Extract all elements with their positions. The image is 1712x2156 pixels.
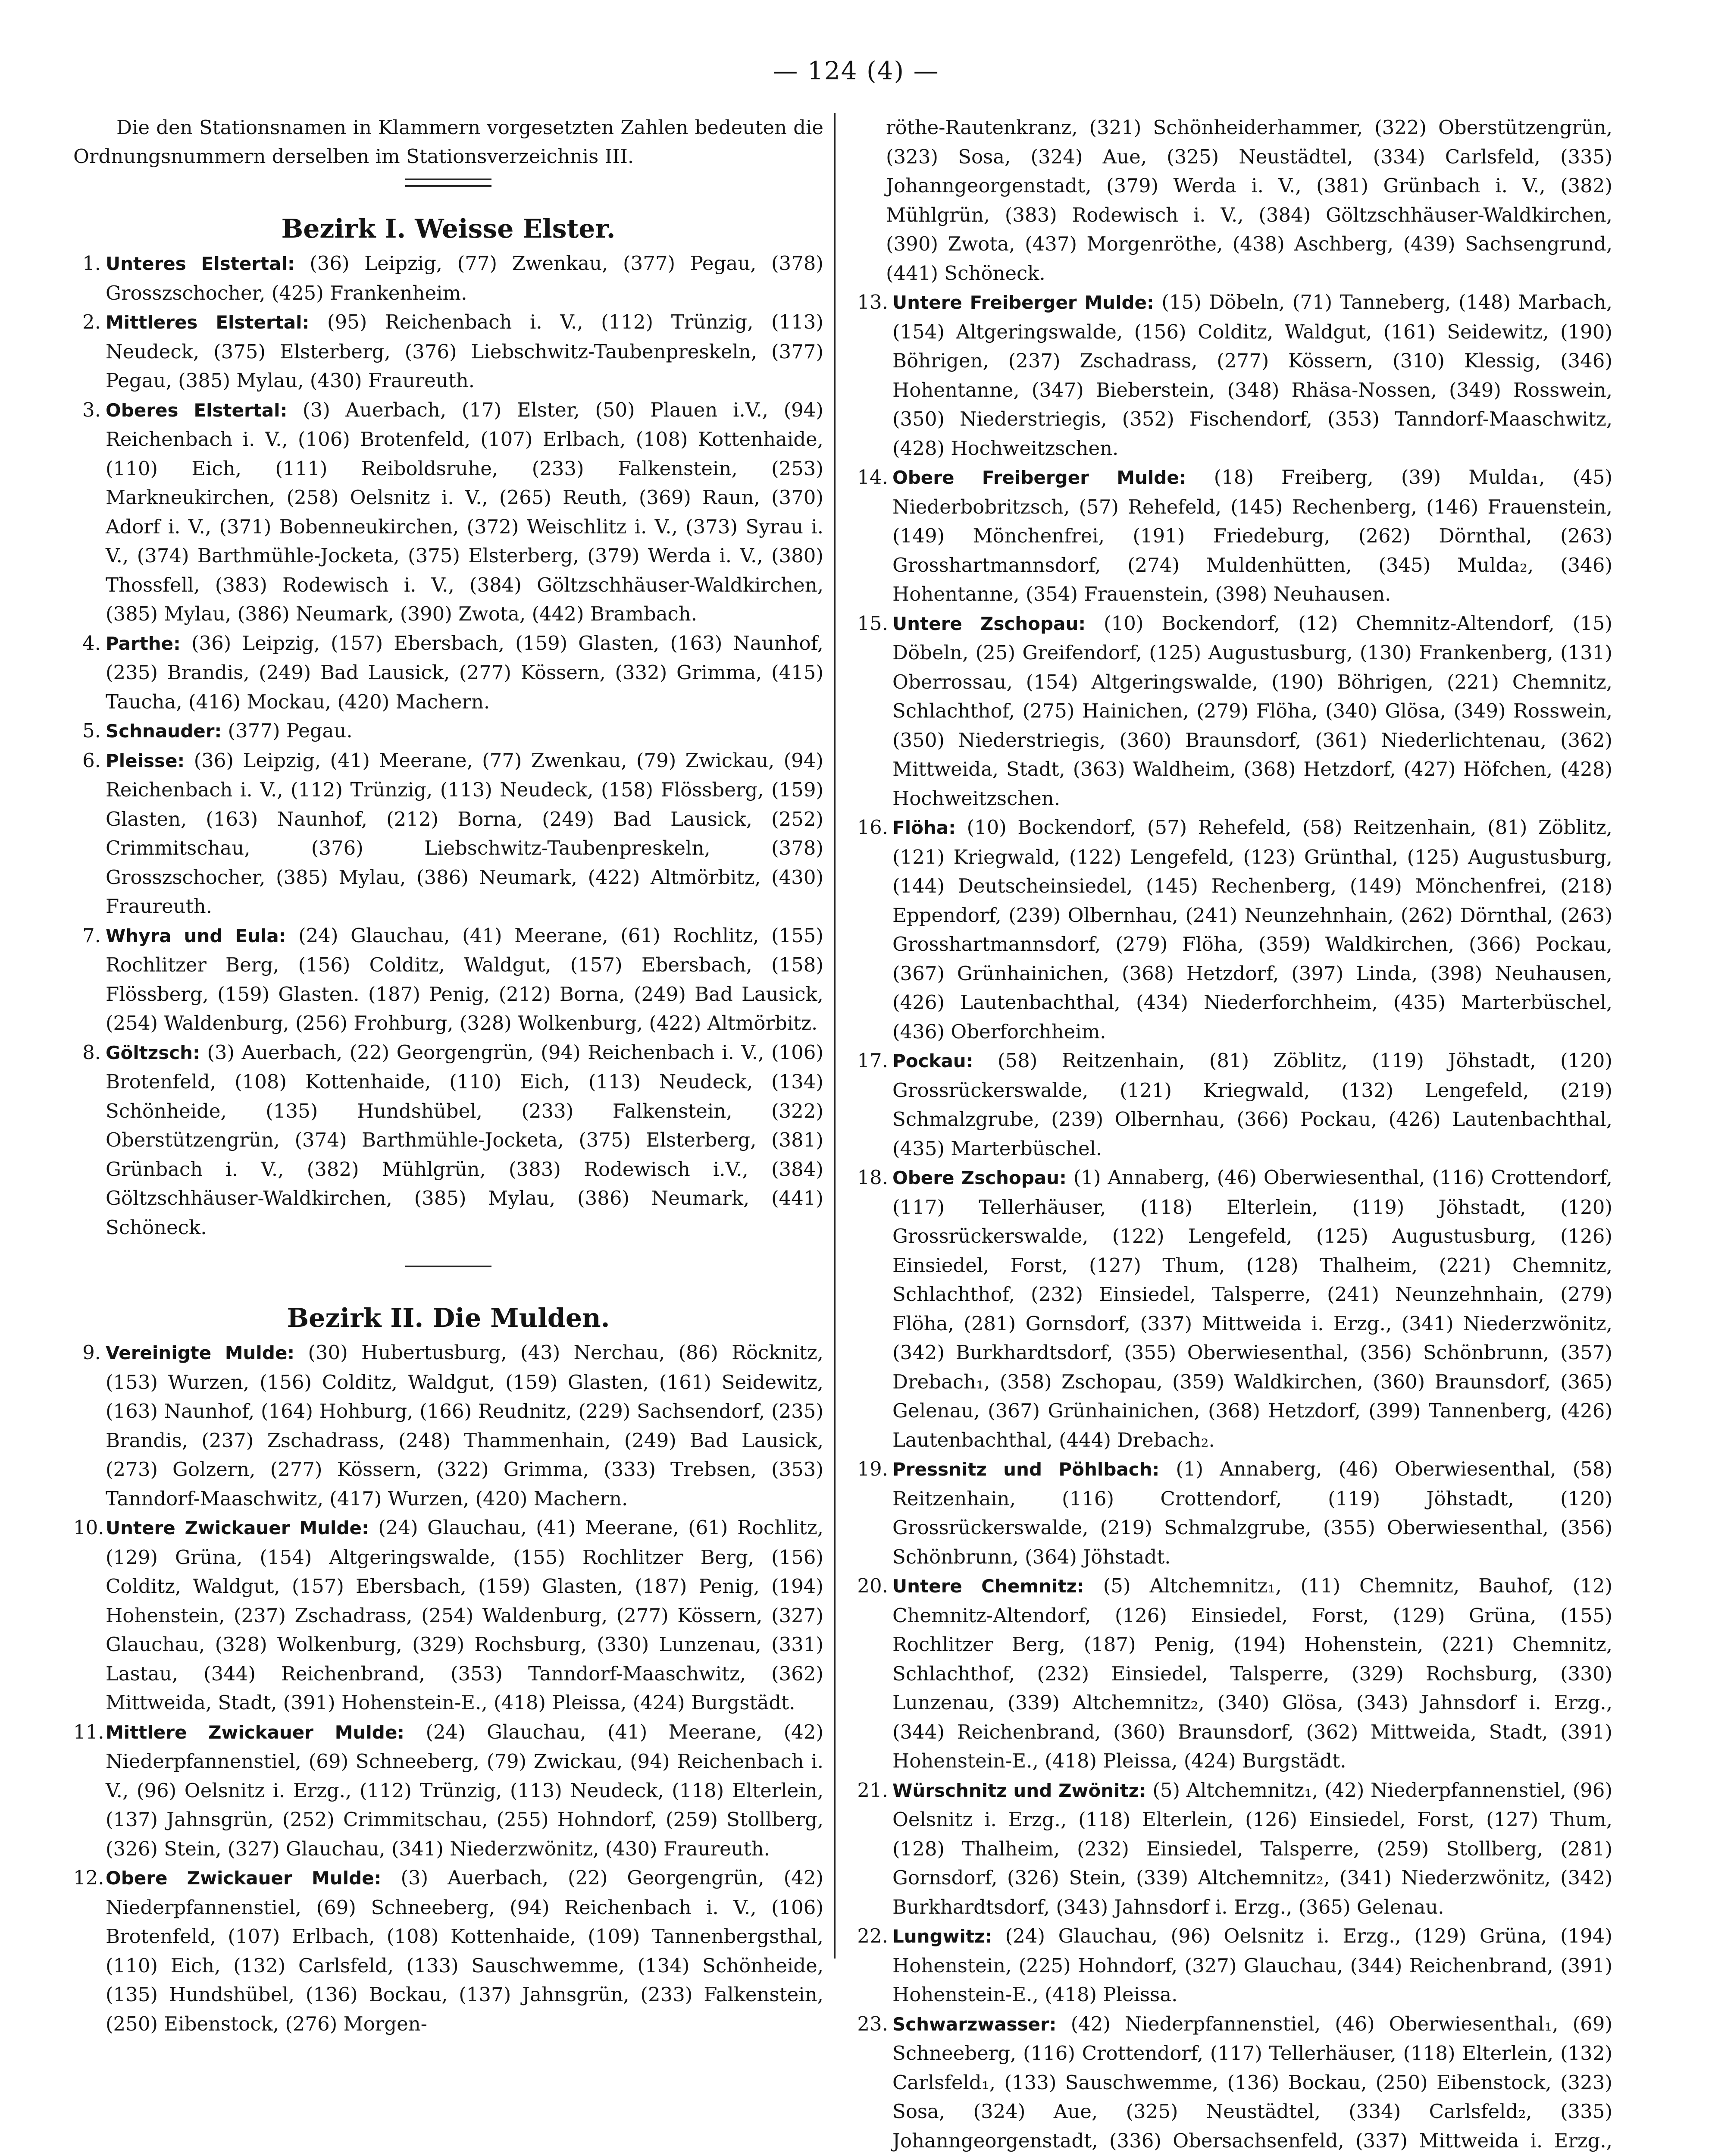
entry-number: 9. xyxy=(73,1338,101,1367)
entry-number: 19. xyxy=(854,1454,888,1484)
entry xyxy=(73,921,823,1038)
entry-name: Mittleres Elstertal: xyxy=(106,312,309,333)
entry-text: (5) Altchemnitz₁, (11) Chemnitz, Bauhof, (12) Chemnitz-Altendorf, (126) Einsiedel, Forst, (129) Grüna, (155) Rochlitzer Berg, (187) Penig, (194) Hohenstein, (221) Chemnitz, Schlachthof, (232) Einsiedel, Talsperre, (329) Rochsburg, (330) Lunzenau, (339) Altchemnitz₂, (340) Glösa, (343) Jahnsdorf i. Erzg., (344) Reichenbrand, (360) Braunsdorf, (362) Mittweida, Stadt, (391) Hohenstein-E., (418) Pleissa, (424) Burgstädt. xyxy=(892,1574,1612,1772)
entry-name: Vereinigte Mulde: xyxy=(106,1342,294,1363)
entry-number: 22. xyxy=(854,1921,888,1951)
entry-text: (3) Auerbach, (17) Elster, (50) Plauen i.V., (94) Reichenbach i. V., (106) Brotenfeld, (107) Erlbach, (108) Kottenhaide, (110) Eich, (111) Reiboldsruhe, (233) Falkenstein, (253) Markneukirchen, (258) Oelsnitz i. V., (265) Reuth, (369) Raun, (370) Adorf i. V., (371) Bobenneukirchen, (372) Weischlitz i. V., (373) Syrau i. V., (374) Barthmühle-Jocketa, (375) Elsterberg, (379) Werda i. V., (380) Thossfell, (383) Rodewisch i. V., (384) Göltzschhäuser-Waldkirchen, (385) Mylau, (386) Neumark, (390) Zwota, (442) Brambach. xyxy=(106,398,823,626)
entry-name: Obere Freiberger Mulde: xyxy=(892,467,1186,488)
entry xyxy=(73,1338,823,1513)
entry-number: 17. xyxy=(854,1046,888,1075)
entry-number: 13. xyxy=(854,288,888,317)
entry-name: Pleisse: xyxy=(106,750,185,771)
entry-number: 15. xyxy=(854,609,888,638)
entry xyxy=(73,1863,823,2038)
entry-name: Flöha: xyxy=(892,817,956,838)
entry-name: Untere Freiberger Mulde: xyxy=(892,292,1154,313)
bezirk-2-entries-right xyxy=(854,288,1612,2156)
bezirk-2-entries-left xyxy=(73,1338,823,2038)
entry-number: 3. xyxy=(73,395,101,425)
entry-name: Schnauder: xyxy=(106,721,222,742)
column-divider xyxy=(834,113,836,1959)
entry xyxy=(854,813,1612,1046)
entry-number: 10. xyxy=(73,1513,101,1542)
entry-number: 18. xyxy=(854,1163,888,1192)
entry-name: Obere Zwickauer Mulde: xyxy=(106,1868,381,1889)
entry xyxy=(854,463,1612,609)
entry-number: 21. xyxy=(854,1776,888,1805)
entry-text: (1) Annaberg, (46) Oberwiesenthal, (116) Crottendorf, (117) Tellerhäuser, (118) Elterlein, (119) Jöhstadt, (120) Grossrückerswalde, (122) Lengefeld, (125) Augustusburg, (126) Einsiedel, Forst, (127) Thum, (128) Thalheim, (221) Chemnitz, Schlachthof, (232) Einsiedel, Talsperre, (241) Neunzehnhain, (279) Flöha, (281) Gornsdorf, (337) Mittweida i. Erzg., (341) Niederzwönitz, (342) Burkhardtsdorf, (355) Oberwiesenthal, (356) Schönbrunn, (357) Drebach₁, (358) Zschopau, (359) Waldkirchen, (360) Braunsdorf, (365) Gelenau, (367) Grünhainichen, (368) Hetzdorf, (399) Tannenberg, (426) Lautenbachthal, (444) Drebach₂. xyxy=(892,1166,1612,1451)
entry-text: (3) Auerbach, (22) Georgengrün, (94) Reichenbach i. V., (106) Brotenfeld, (108) Kottenhaide, (110) Eich, (113) Neudeck, (134) Schönheide, (135) Hundshübel, (233) Falkenstein, (322) Oberstützengrün, (374) Barthmühle-Jocketa, (375) Elsterberg, (381) Grünbach i. V., (382) Mühlgrün, (383) Rodewisch i.V., (384) Göltzschhäuser-Waldkirchen, (385) Mylau, (386) Neumark, (441) Schöneck. xyxy=(106,1041,823,1239)
entry-name: Unteres Elstertal: xyxy=(106,253,295,274)
section-title-bezirk-1: Bezirk I. Weisse Elster. xyxy=(73,212,823,246)
entry xyxy=(73,1038,823,1242)
entry-name: Obere Zschopau: xyxy=(892,1167,1067,1188)
entry-number: 7. xyxy=(73,921,101,950)
entry-name: Würschnitz und Zwönitz: xyxy=(892,1780,1146,1801)
entry-text: (10) Bockendorf, (12) Chemnitz-Altendorf, (15) Döbeln, (25) Greifendorf, (125) Augustusburg, (130) Frankenberg, (131) Oberrossau, (154) Altgeringswalde, (190) Böhrigen, (221) Chemnitz, Schlachthof, (275) Hainichen, (279) Flöha, (340) Glösa, (349) Rosswein, (350) Niederstriegis, (360) Braunsdorf, (361) Niederlichtenau, (362) Mittweida, Stadt, (363) Waldheim, (368) Hetzdorf, (427) Höfchen, (428) Hochweitzschen. xyxy=(892,612,1612,810)
entry-name: Oberes Elstertal: xyxy=(106,400,287,421)
entry xyxy=(854,1046,1612,1163)
entry xyxy=(854,1163,1612,1454)
entry-name: Göltzsch: xyxy=(106,1042,200,1063)
section-title-bezirk-2: Bezirk II. Die Mulden. xyxy=(73,1301,823,1335)
entry-name: Untere Zschopau: xyxy=(892,613,1086,634)
entry xyxy=(854,288,1612,463)
entry-text: (3) Auerbach, (22) Georgengrün, (42) Niederpfannenstiel, (69) Schneeberg, (94) Reichenbach i. V., (106) Brotenfeld, (107) Erlbach, (108) Kottenhaide, (109) Tannenbergsthal, (110) Eich, (132) Carlsfeld, (133) Sauschwemme, (134) Schönheide, (135) Hundshübel, (136) Bockau, (137) Jahnsgrün, (233) Falkenstein, (250) Eibenstock, (276) Morgen- xyxy=(106,1866,823,2035)
entry-number: 14. xyxy=(854,463,888,492)
entry-text: (24) Glauchau, (96) Oelsnitz i. Erzg., (129) Grüna, (194) Hohenstein, (225) Hohndorf, (327) Glauchau, (344) Reichenbrand, (391) Hohenstein-E., (418) Pleissa. xyxy=(892,1924,1612,2006)
entry-text: (10) Bockendorf, (57) Rehefeld, (58) Reitzenhain, (81) Zöblitz, (121) Kriegwald, (122) Lengefeld, (123) Grünthal, (125) Augustusburg, (144) Deutscheinsiedel, (145) Rechenberg, (149) Mönchenfrei, (218) Eppendorf, (239) Olbernhau, (241) Neunzehnhain, (262) Dörnthal, (263) Grosshartmannsdorf, (279) Flöha, (359) Waldkirchen, (366) Pockau, (367) Grünhainichen, (368) Hetzdorf, (397) Linda, (398) Neuhausen, (426) Lautenbachthal, (434) Niederforchheim, (435) Marterbüschel, (436) Oberforchheim. xyxy=(892,816,1612,1043)
entry-name: Lungwitz: xyxy=(892,1926,992,1947)
double-rule xyxy=(405,179,491,187)
entry-continuation: röthe-Rautenkranz, (321) Schönheiderhammer, (322) Oberstützengrün, (323) Sosa, (324) Aue, (325) Neustädtel, (334) Carlsfeld, (335) Johanngeorgenstadt, (379) Werda i. V., (381) Grünbach i. V., (382) Mühlgrün, (383) Rodewisch i. V., (384) Göltzschhäuser-Waldkirchen, (390) Zwota, (437) Morgenröthe, (438) Aschberg, (439) Sachsengrund, (441) Schöneck. xyxy=(854,113,1612,288)
entry-name: Whyra und Eula: xyxy=(106,925,286,946)
entry-text: (36) Leipzig, (41) Meerane, (77) Zwenkau, (79) Zwickau, (94) Reichenbach i. V., (112) Trünzig, (113) Neudeck, (158) Flössberg, (159) Glasten, (163) Naunhof, (212) Borna, (249) Bad Lausick, (252) Crimmitschau, (376) Liebschwitz-Taubenpreskeln, (378) Grosszschocher, (385) Mylau, (386) Neumark, (422) Altmörbitz, (430) Fraureuth. xyxy=(106,749,823,918)
entry xyxy=(854,609,1612,813)
entry-text: (5) Altchemnitz₁, (42) Niederpfannenstiel, (96) Oelsnitz i. Erzg., (118) Elterlein, (126) Einsiedel, Forst, (127) Thum, (128) Thalheim, (232) Einsiedel, Talsperre, (259) Stollberg, (281) Gornsdorf, (326) Stein, (339) Altchemnitz₂, (341) Niederzwönitz, (342) Burkhardtsdorf, (343) Jahnsdorf i. Erzg., (365) Gelenau. xyxy=(892,1779,1612,1918)
entry-name: Mittlere Zwickauer Mulde: xyxy=(106,1722,404,1743)
entry-number: 16. xyxy=(854,813,888,842)
entry-number: 12. xyxy=(73,1863,101,1893)
entry-text: (36) Leipzig, (157) Ebersbach, (159) Glasten, (163) Naunhof, (235) Brandis, (249) Bad Lausick, (277) Kössern, (332) Grimma, (415) Taucha, (416) Mockau, (420) Machern. xyxy=(106,632,823,713)
section-rule xyxy=(405,1266,491,1267)
entry-number: 11. xyxy=(73,1717,101,1747)
entry-text: (24) Glauchau, (41) Meerane, (61) Rochlitz, (129) Grüna, (154) Altgeringswalde, (155) Rochlitzer Berg, (156) Colditz, Waldgut, (157) Ebersbach, (159) Glasten, (187) Penig, (194) Hohenstein, (237) Zschadrass, (254) Waldenburg, (277) Kössern, (327) Glauchau, (328) Wolkenburg, (329) Rochsburg, (330) Lunzenau, (331) Lastau, (344) Reichenbrand, (353) Tanndorf-Maaschwitz, (362) Mittweida, Stadt, (391) Hohenstein-E., (418) Pleissa, (424) Burgstädt. xyxy=(106,1516,823,1714)
entry xyxy=(854,1776,1612,1922)
entry-text: (24) Glauchau, (41) Meerane, (61) Rochlitz, (155) Rochlitzer Berg, (156) Colditz, Waldgut, (157) Ebersbach, (158) Flössberg, (159) Glasten. (187) Penig, (212) Borna, (249) Bad Lausick, (254) Waldenburg, (256) Frohburg, (328) Wolkenburg, (422) Altmörbitz. xyxy=(106,924,823,1035)
entry-text: (24) Glauchau, (41) Meerane, (42) Niederpfannenstiel, (69) Schneeberg, (79) Zwickau, (94) Reichenbach i. V., (96) Oelsnitz i. Erzg., (112) Trünzig, (113) Neudeck, (118) Elterlein, (137) Jahnsgrün, (252) Crimmitschau, (255) Hohndorf, (259) Stollberg, (326) Stein, (327) Glauchau, (341) Niederzwönitz, (430) Fraureuth. xyxy=(106,1720,823,1860)
entry-number: 8. xyxy=(73,1038,101,1067)
entry-number: 2. xyxy=(73,307,101,337)
right-column xyxy=(854,113,1612,2156)
entry-text: (30) Hubertusburg, (43) Nerchau, (86) Röcknitz, (153) Wurzen, (156) Colditz, Waldgut, (159) Glasten, (161) Seidewitz, (163) Naunhof, (164) Hohburg, (166) Reudnitz, (229) Sachsendorf, (235) Brandis, (237) Zschadrass, (248) Thammenhain, (249) Bad Lausick, (273) Golzern, (277) Kössern, (322) Grimma, (333) Trebsen, (353) Tanndorf-Maaschwitz, (417) Wurzen, (420) Machern. xyxy=(106,1341,823,1510)
entry xyxy=(73,395,823,629)
bezirk-1-entries xyxy=(73,249,823,1242)
entry-number: 1. xyxy=(73,249,101,278)
entry-text: (58) Reitzenhain, (81) Zöblitz, (119) Jöhstadt, (120) Grossrückerswalde, (121) Kriegwald, (132) Lengefeld, (219) Schmalzgrube, (239) Olbernhau, (366) Pockau, (426) Lautenbachthal, (435) Marterbüschel. xyxy=(892,1049,1612,1160)
entry-number: 20. xyxy=(854,1571,888,1601)
entry-name: Untere Chemnitz: xyxy=(892,1576,1084,1597)
entry-text: (15) Döbeln, (71) Tanneberg, (148) Marbach, (154) Altgeringswalde, (156) Colditz, Waldgut, (161) Seidewitz, (190) Böhrigen, (237) Zschadrass, (277) Kössern, (310) Klessig, (346) Hohentanne, (347) Bieberstein, (348) Rhäsa-Nossen, (349) Rosswein, (350) Niederstriegis, (352) Fischendorf, (353) Tanndorf-Maaschwitz, (428) Hochweitzschen. xyxy=(892,291,1612,460)
entry-name: Schwarzwasser: xyxy=(892,2014,1056,2035)
entry-text: (18) Freiberg, (39) Mulda₁, (45) Niederbobritzsch, (57) Rehefeld, (145) Rechenberg, (146) Frauenstein, (149) Mönchenfrei, (191) Friedeburg, (262) Dörnthal, (263) Grosshartmannsdorf, (274) Muldenhütten, (345) Mulda₂, (346) Hohentanne, (354) Frauenstein, (398) Neuhausen. xyxy=(892,466,1612,605)
entry-name: Pockau: xyxy=(892,1050,973,1072)
left-column xyxy=(73,113,823,2038)
entry xyxy=(854,1921,1612,2009)
page-header: — 124 (4) — xyxy=(0,56,1712,85)
entry xyxy=(73,249,823,307)
intro-note: Die den Stationsnamen in Klammern vorgesetzten Zahlen bedeuten die Ordnungsnummern derselben im Stationsverzeichnis III. xyxy=(73,113,823,171)
entry-number: 6. xyxy=(73,746,101,775)
entry xyxy=(73,746,823,921)
entry xyxy=(73,629,823,717)
entry-text: (1) Annaberg, (46) Oberwiesenthal, (58) Reitzenhain, (116) Crottendorf, (119) Jöhstadt, (120) Grossrückerswalde, (219) Schmalzgrube, (355) Oberwiesenthal, (356) Schönbrunn, (364) Jöhstadt. xyxy=(892,1457,1612,1568)
entry-name: Pressnitz und Pöhlbach: xyxy=(892,1459,1159,1480)
entry-name: Untere Zwickauer Mulde: xyxy=(106,1517,369,1539)
entry xyxy=(854,1454,1612,1571)
entry xyxy=(854,2009,1612,2156)
entry xyxy=(73,307,823,395)
entry-name: Parthe: xyxy=(106,633,181,654)
entry-text: (95) Reichenbach i. V., (112) Trünzig, (113) Neudeck, (375) Elsterberg, (376) Liebschwitz-Taubenpreskeln, (377) Pegau, (385) Mylau, (430) Fraureuth. xyxy=(106,310,823,392)
entry xyxy=(854,1571,1612,1776)
entry xyxy=(73,716,823,746)
entry-number: 23. xyxy=(854,2009,888,2039)
entry-number: 5. xyxy=(73,716,101,746)
entry-number: 4. xyxy=(73,629,101,658)
entry-text: (42) Niederpfannenstiel, (46) Oberwiesenthal₁, (69) Schneeberg, (116) Crottendorf, (117) Tellerhäuser, (118) Elterlein, (132) Carlsfeld₁, (133) Sauschwemme, (136) Bockau, (250) Eibenstock, (323) Sosa, (324) Aue, (325) Neustädtel, (334) Carlsfeld₂, (335) Johanngeorgenstadt, (336) Obersachsenfeld, (337) Mittweida i. Erzg., xyxy=(892,2012,1612,2156)
entry xyxy=(73,1513,823,1717)
entry-text: (36) Leipzig, (77) Zwenkau, (377) Pegau, (378) Grosszschocher, (425) Frankenheim. xyxy=(106,252,823,304)
entry xyxy=(73,1717,823,1864)
entry-text: (377) Pegau. xyxy=(222,719,352,742)
